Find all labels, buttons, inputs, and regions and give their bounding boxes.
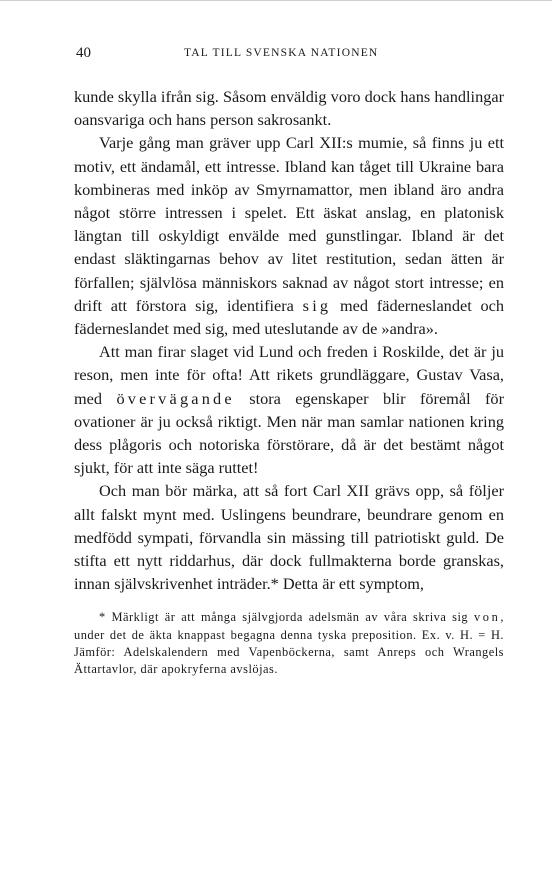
footnote-start: * Märkligt är att många självgjorda adelsmän av våra skriva sig <box>99 610 469 625</box>
page-top-edge <box>0 0 552 1</box>
page-number: 40 <box>76 45 91 61</box>
paragraph-3 <box>74 340 504 479</box>
paragraph-2-text: Varje gång man gräver upp Carl XII:s mumie, så finns ju ett motiv, ett ändamål, ett intresse. Ibland kan tåget till Ukraine bara kombineras med inköp av Smyrnamattor, men ibland äro andra något större intressen i spelet. Ett äskat anslag, en platonisk längtan till oskyldigt envälde med gunstlingar. Ibland är det endast släktingarnas behov av litet restitution, sedan ätten är förfallen; självlösa människors saknad av något stort intresse; en drift att förstora sig, identifiera <box>74 133 504 315</box>
footnote <box>74 609 504 678</box>
spaced-emphasis-overvagande: övervägande <box>116 388 235 408</box>
running-head <box>74 45 504 69</box>
paragraph-4: Och man bör märka, att så fort Carl XII grävs opp, så följer allt falskt mynt med. Uslingens beundrare, beundrare genom en medfödd sympati, förvandla sin mässing till patriotiskt guld. De stifta ett nytt riddarhus, där dock fullmakterna borde granskas, innan självskrivenhet inträder.* Detta är ett symptom, <box>74 481 504 594</box>
running-title: TAL TILL SVENSKA NATIONEN <box>184 47 379 59</box>
spaced-emphasis-sig: sig <box>302 295 332 315</box>
paragraph-3-end: stora egenskaper blir föremål för ovationer är ju också riktigt. Men när man samlar nationen kring dess plågoris och notoriska förstörare, då är det bestämt något sjukt, för att inte säga ruttet! <box>74 388 504 478</box>
footnote-end: , under det de äkta knappast begagna denna tyska preposition. Ex. v. H. = H. Jämför: Adelskalendern med Vapenböckerna, samt Anreps och Wrangels Ättartavlor, där apokryferna avslöjas. <box>74 610 504 677</box>
paragraph-2-end: med fäderneslandet och fäderneslandet med sig, med uteslutande av de »andra». <box>74 295 504 339</box>
book-page <box>74 45 504 679</box>
paragraph-1: kunde skylla ifrån sig. Såsom enväldig voro dock hans handlingar oansvariga och hans person sakrosankt. <box>74 87 504 130</box>
paragraph-3-start: Att man firar slaget vid Lund och freden i Roskilde, det är ju reson, men inte för ofta! Att rikets grundläggare, Gustav Vasa, med <box>74 342 504 408</box>
paragraph-2 <box>74 131 504 340</box>
body-text <box>74 85 504 595</box>
footnote-spaced-von: von <box>473 610 501 625</box>
